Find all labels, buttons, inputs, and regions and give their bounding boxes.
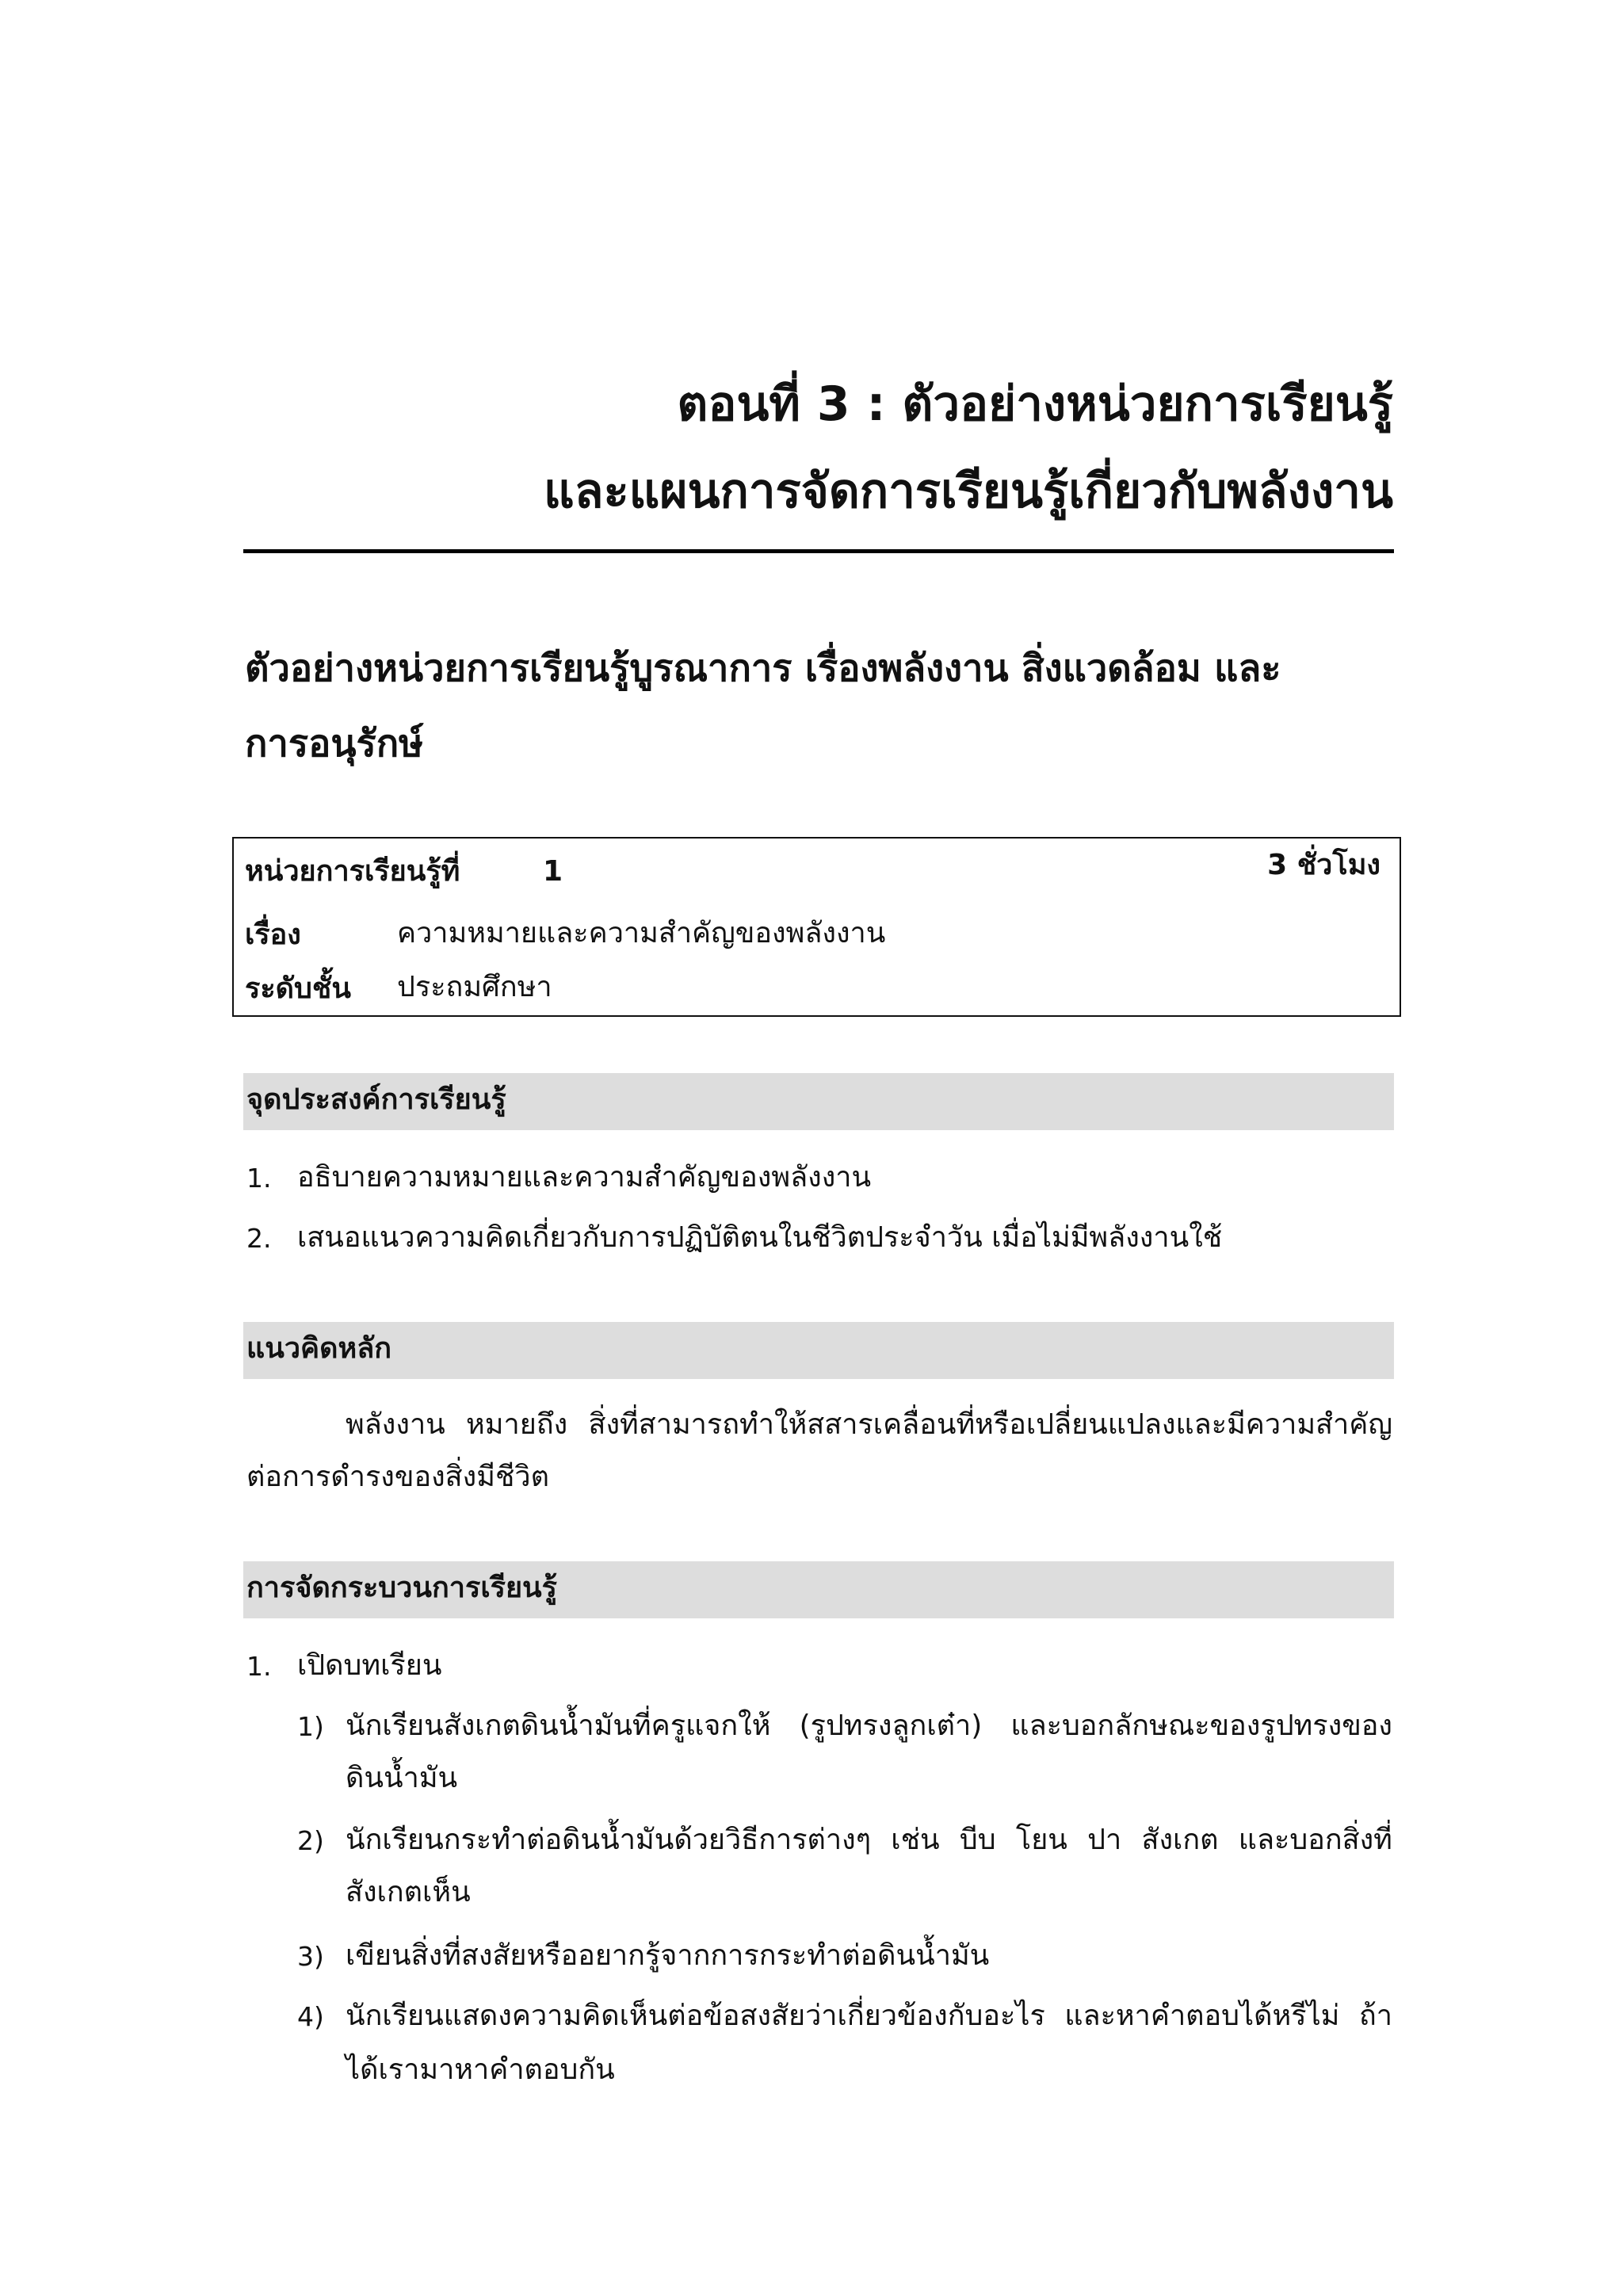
sub-step-line-1 (346, 1826, 1392, 1855)
unit-hours: 3 ชั่วโมง (1267, 849, 1381, 881)
sub-step-word: โยน (1015, 1824, 1067, 1856)
concept-word: สิ่งที่สามารถทำให้สสารเคลื่อนที่หรือเปลี่ยนแปลงและมีความสำคัญ (588, 1408, 1392, 1441)
unit-label: หน่วยการเรียนรู้ที่ (245, 855, 460, 888)
sub-step-line-1: เขียนสิ่งที่สงสัยหรืออยากรู้จากการกระทำต่อดินน้ำมัน (346, 1939, 990, 1972)
sub-step-number: 1) (297, 1711, 324, 1742)
level-value: ประถมศึกษา (397, 971, 552, 1003)
objectives-heading: จุดประสงค์การเรียนรู้ (246, 1083, 506, 1116)
sub-step-word: และบอกสิ่งที่ (1238, 1824, 1392, 1856)
objective-item: เสนอแนวความคิดเกี่ยวกับการปฏิบัติตนในชีวิตประจำวัน เมื่อไม่มีพลังงานใช้ (297, 1221, 1223, 1254)
unit-number: 1 (543, 855, 563, 888)
concept-word: พลังงาน (346, 1408, 445, 1441)
sub-step-word: สังเกต (1141, 1824, 1219, 1856)
page-title-line-2: และแผนการจัดการเรียนรู้เกี่ยวกับพลังงาน (544, 464, 1393, 519)
sub-step-word: ถ้า (1358, 2000, 1392, 2032)
level-label: ระดับชั้น (245, 972, 351, 1005)
process-heading: การจัดกระบวนการเรียนรู้ (246, 1572, 557, 1604)
concept-heading: แนวคิดหลัก (246, 1332, 392, 1365)
sub-step-word: นักเรียนสังเกตดินน้ำมันที่ครูแจกให้ (346, 1710, 771, 1742)
sub-step-word: และบอกลักษณะของรูปทรงของ (1010, 1710, 1392, 1742)
unit-info-box (232, 837, 1401, 1017)
section-subtitle-line-1: ตัวอย่างหน่วยการเรียนรู้บูรณาการ เรื่องพลังงาน สิ่งแวดล้อม และ (245, 647, 1281, 690)
sub-step-line-2: สังเกตเห็น (346, 1876, 471, 1908)
sub-step-line-2: ได้เรามาหาคำตอบกัน (346, 2053, 615, 2086)
level-underline (384, 1015, 1242, 1017)
sub-step-line-1 (346, 1712, 1392, 1740)
concept-heading-band (243, 1322, 1394, 1379)
concept-word: หมายถึง (466, 1408, 568, 1441)
sub-step-number: 4) (297, 2001, 324, 2032)
objective-item: อธิบายความหมายและความสำคัญของพลังงาน (297, 1161, 872, 1194)
sub-step-number: 2) (297, 1825, 324, 1856)
objectives-heading-band (243, 1073, 1394, 1130)
objective-number: 2. (246, 1223, 272, 1254)
hours-underline (1245, 1015, 1400, 1017)
topic-label: เรื่อง (245, 919, 301, 951)
concept-paragraph-line-2: ต่อการดำรงของสิ่งมีชีวิต (246, 1461, 549, 1493)
topic-value: ความหมายและความสำคัญของพลังงาน (397, 917, 886, 949)
sub-step-line-2: ดินน้ำมัน (346, 1762, 458, 1794)
process-step-text: เปิดบทเรียน (297, 1649, 442, 1682)
concept-paragraph-line-1 (346, 1408, 1392, 1441)
title-divider (243, 549, 1394, 553)
page-title-line-1: ตอนที่ 3 : ตัวอย่างหน่วยการเรียนรู้ (677, 376, 1393, 432)
section-subtitle-line-2: การอนุรักษ์ (245, 722, 424, 766)
sub-step-word: นักเรียนแสดงความคิดเห็นต่อข้อสงสัยว่าเกี่ยวข้องกับอะไร (346, 2000, 1045, 2032)
objective-number: 1. (246, 1163, 272, 1194)
sub-step-line-1 (346, 2002, 1392, 2030)
sub-step-word: (รูปทรงลูกเต๋า) (799, 1710, 983, 1742)
sub-step-word: ปา (1087, 1824, 1122, 1856)
sub-step-word: เช่น (891, 1824, 940, 1856)
sub-step-number: 3) (297, 1941, 324, 1972)
sub-step-word: บีบ (959, 1824, 996, 1856)
process-heading-band (243, 1561, 1394, 1618)
sub-step-word: นักเรียนกระทำต่อดินน้ำมันด้วยวิธีการต่างๆ (346, 1824, 872, 1856)
process-step-number: 1. (246, 1651, 272, 1682)
sub-step-word: และหาคำตอบได้หรีไม่ (1064, 2000, 1340, 2032)
